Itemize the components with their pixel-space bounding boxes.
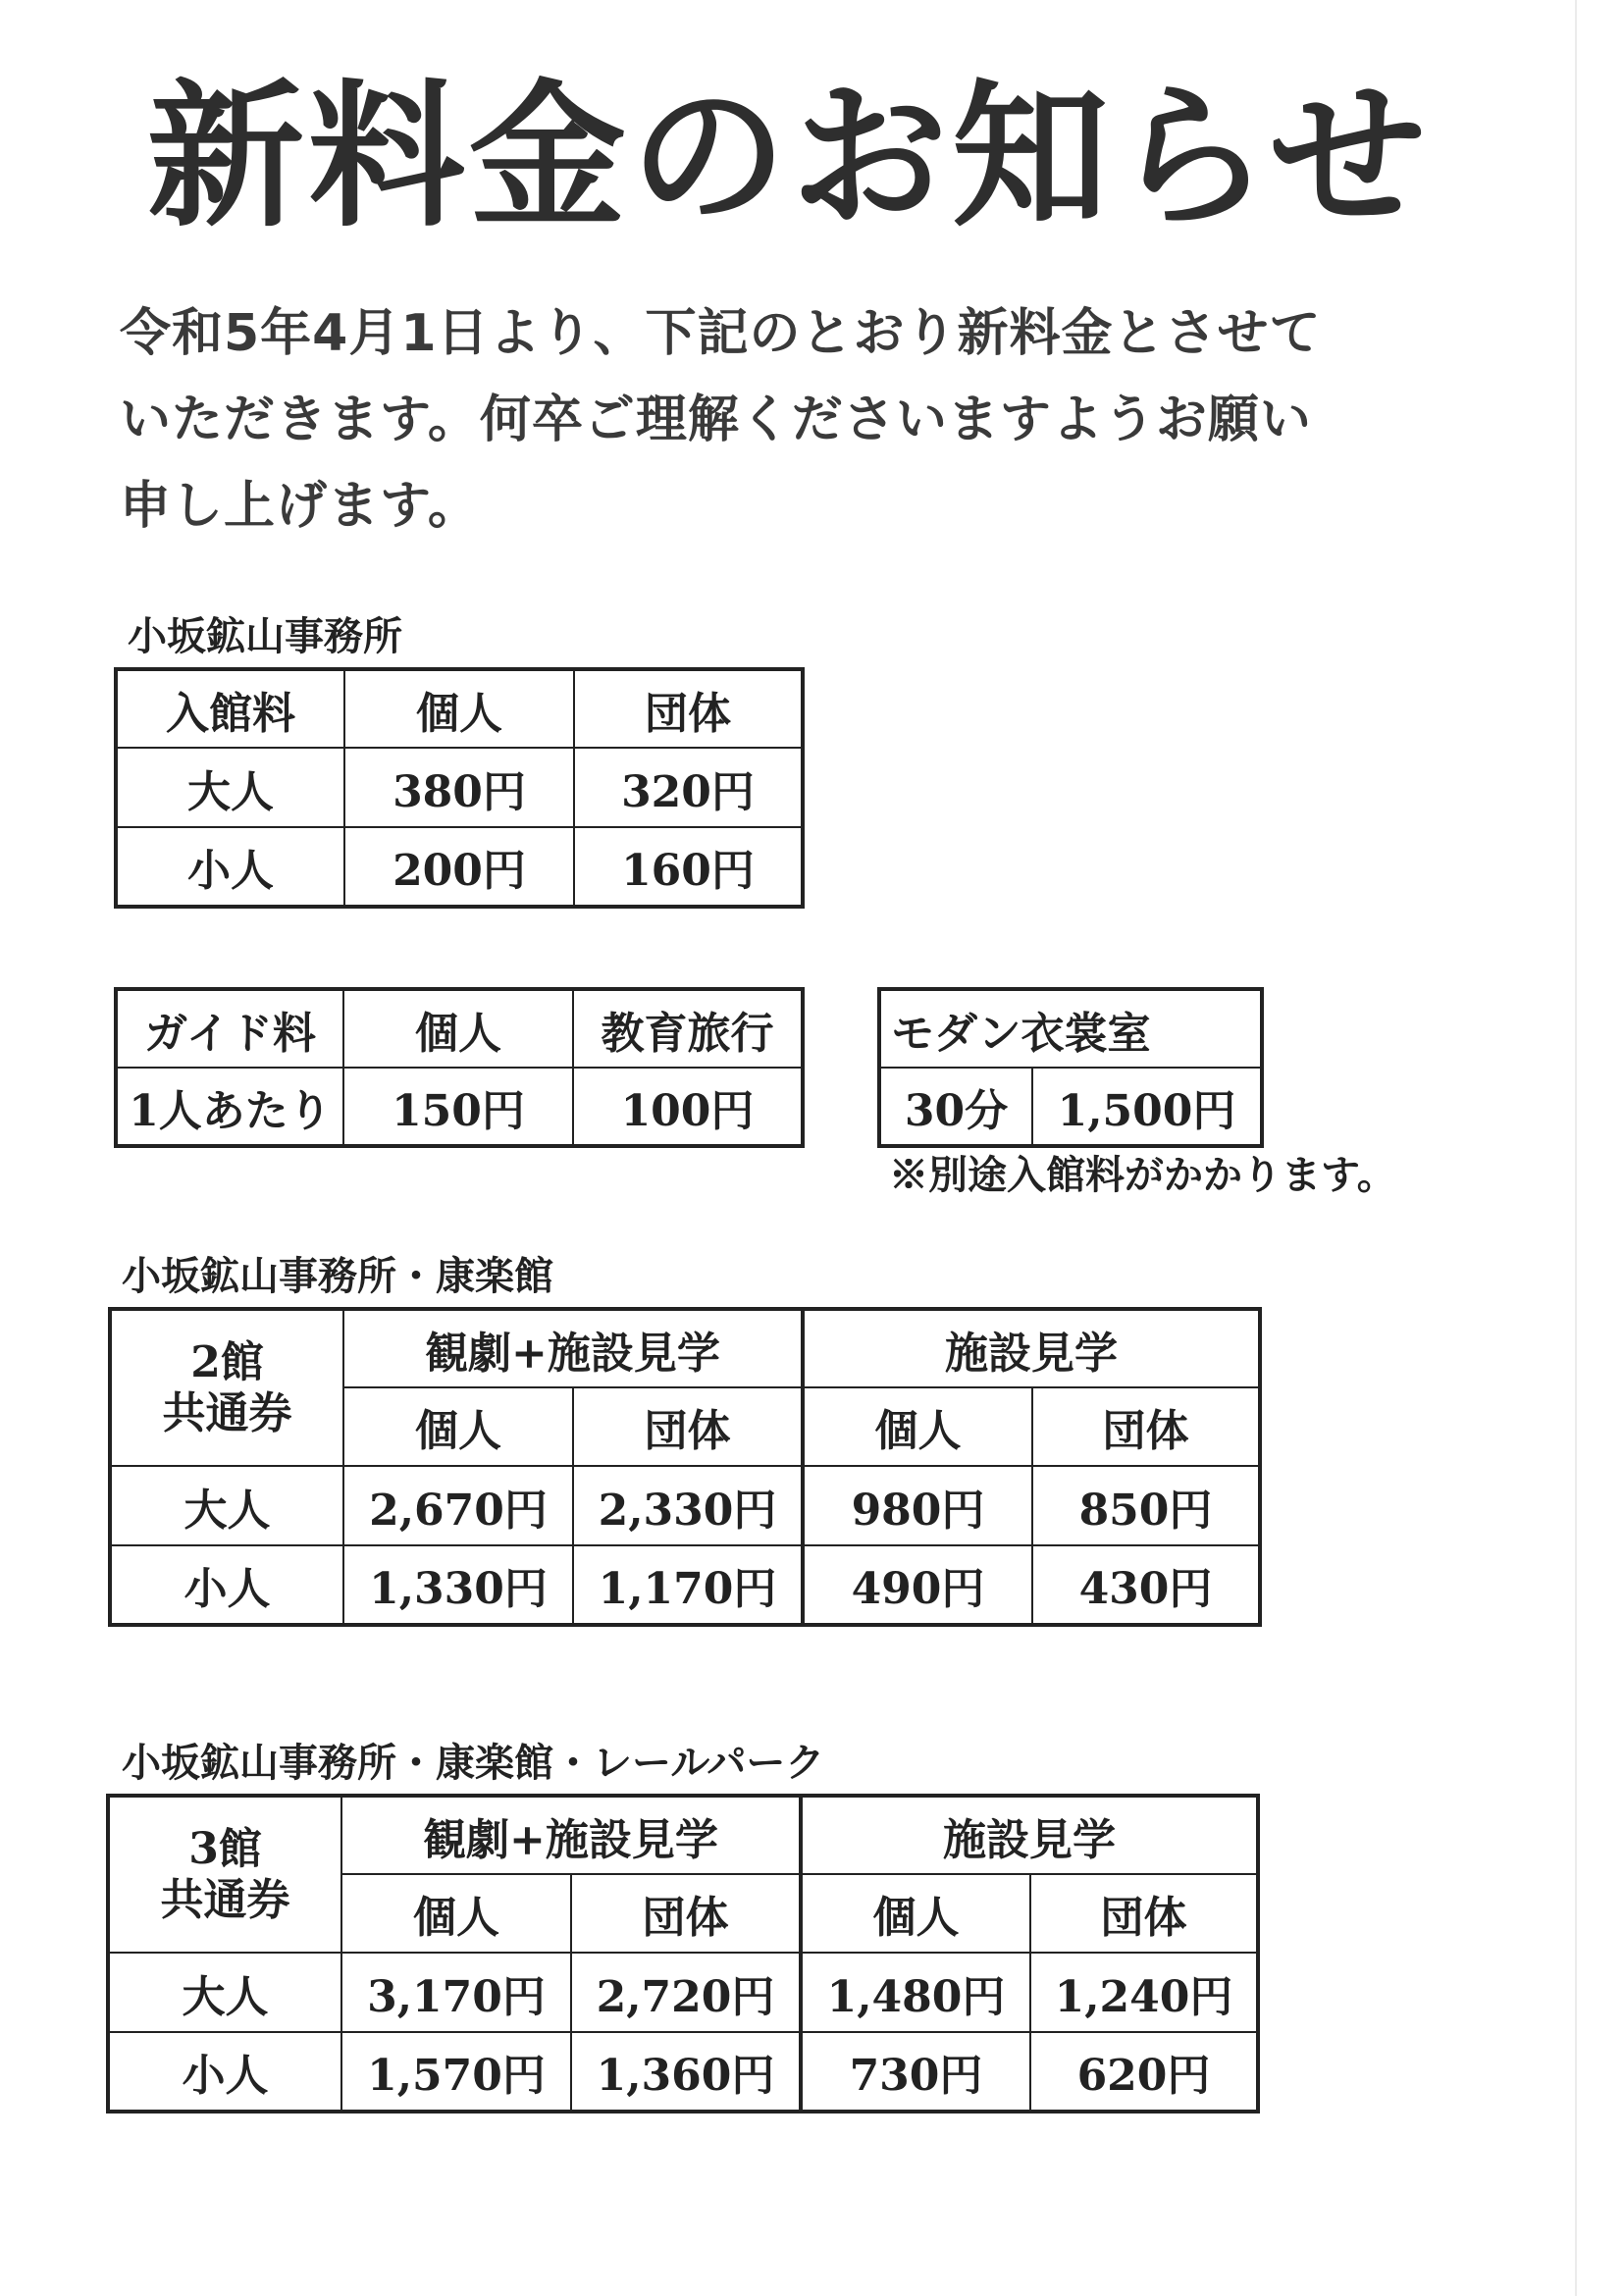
three-hall-heading: 小坂鉱山事務所・康楽館・レールパーク bbox=[122, 1740, 825, 1786]
corner-line-1: 3館 bbox=[188, 1823, 262, 1874]
three-hall-table bbox=[106, 1794, 1260, 2113]
group-header-tour: 施設見学 bbox=[803, 1309, 1260, 1387]
table-row bbox=[108, 2032, 1258, 2112]
row-label: 30分 bbox=[879, 1068, 1032, 1146]
corner-line-2: 共通券 bbox=[162, 1387, 292, 1438]
header-cell: ガイド料 bbox=[116, 989, 343, 1068]
corner-cell bbox=[108, 1796, 341, 1953]
corner-line-2: 共通券 bbox=[160, 1874, 290, 1925]
price-cell: 1,240円 bbox=[1030, 1953, 1258, 2032]
price-cell: 100円 bbox=[573, 1068, 803, 1146]
row-label: 小人 bbox=[108, 2032, 341, 2112]
intro-line-3: 申し上げます。 bbox=[120, 477, 480, 536]
table-header-row bbox=[110, 1309, 1260, 1387]
row-label: 小人 bbox=[116, 827, 344, 907]
header-cell: 入館料 bbox=[116, 669, 344, 748]
price-cell: 150円 bbox=[343, 1068, 573, 1146]
price-cell: 160円 bbox=[574, 827, 803, 907]
price-cell: 380円 bbox=[344, 748, 574, 827]
subheader-cell: 個人 bbox=[801, 1874, 1030, 1953]
table-row bbox=[116, 827, 803, 907]
row-label: 小人 bbox=[110, 1545, 343, 1625]
price-cell: 1,330円 bbox=[343, 1545, 573, 1625]
price-cell: 320円 bbox=[574, 748, 803, 827]
subheader-cell: 個人 bbox=[341, 1874, 571, 1953]
subheader-cell: 団体 bbox=[1032, 1387, 1260, 1466]
subheader-cell: 団体 bbox=[1030, 1874, 1258, 1953]
table-header-row bbox=[116, 669, 803, 748]
header-cell: 教育旅行 bbox=[573, 989, 803, 1068]
price-cell: 1,360円 bbox=[571, 2032, 801, 2112]
price-cell: 850円 bbox=[1032, 1466, 1260, 1545]
scan-edge-line bbox=[1575, 0, 1577, 2296]
price-cell: 1,480円 bbox=[801, 1953, 1030, 2032]
table-row bbox=[110, 1466, 1260, 1545]
table-header-row bbox=[116, 989, 803, 1068]
table-row bbox=[108, 1953, 1258, 2032]
page-title: 新料金のお知らせ bbox=[147, 65, 1431, 248]
price-cell: 2,330円 bbox=[573, 1466, 803, 1545]
price-cell: 2,720円 bbox=[571, 1953, 801, 2032]
price-cell: 1,170円 bbox=[573, 1545, 803, 1625]
guide-fee-table bbox=[114, 987, 805, 1148]
corner-line-1: 2館 bbox=[190, 1336, 264, 1387]
group-header-tour: 施設見学 bbox=[801, 1796, 1258, 1874]
table-row bbox=[110, 1545, 1260, 1625]
intro-paragraph bbox=[120, 290, 1425, 549]
price-cell: 980円 bbox=[803, 1466, 1032, 1545]
subheader-cell: 団体 bbox=[571, 1874, 801, 1953]
table-header-row bbox=[108, 1796, 1258, 1874]
price-cell: 430円 bbox=[1032, 1545, 1260, 1625]
price-cell: 3,170円 bbox=[341, 1953, 571, 2032]
admission-heading: 小坂鉱山事務所 bbox=[128, 613, 402, 659]
subheader-cell: 団体 bbox=[573, 1387, 803, 1466]
dressing-note: ※別途入館料がかかります。 bbox=[889, 1152, 1396, 1198]
price-cell: 1,570円 bbox=[341, 2032, 571, 2112]
row-label: 大人 bbox=[108, 1953, 341, 2032]
row-label: 1人あたり bbox=[116, 1068, 343, 1146]
dressing-room-table bbox=[877, 987, 1264, 1148]
admission-table bbox=[114, 667, 805, 909]
price-cell: 1,500円 bbox=[1032, 1068, 1262, 1146]
intro-line-1: 令和5年4月1日より、下記のとおり新料金とさせて bbox=[120, 304, 1322, 363]
group-header-theatre-tour: 観劇+施設見学 bbox=[343, 1309, 803, 1387]
subheader-cell: 個人 bbox=[343, 1387, 573, 1466]
table-row bbox=[116, 1068, 803, 1146]
two-hall-table bbox=[108, 1307, 1262, 1627]
header-cell: 個人 bbox=[343, 989, 573, 1068]
price-cell: 2,670円 bbox=[343, 1466, 573, 1545]
subheader-cell: 個人 bbox=[803, 1387, 1032, 1466]
row-label: 大人 bbox=[116, 748, 344, 827]
price-cell: 730円 bbox=[801, 2032, 1030, 2112]
corner-cell bbox=[110, 1309, 343, 1466]
header-cell: 個人 bbox=[344, 669, 574, 748]
two-hall-heading: 小坂鉱山事務所・康楽館 bbox=[122, 1253, 553, 1299]
group-header-theatre-tour: 観劇+施設見学 bbox=[341, 1796, 801, 1874]
header-cell: 団体 bbox=[574, 669, 803, 748]
price-cell: 200円 bbox=[344, 827, 574, 907]
header-cell: モダン衣裳室 bbox=[879, 989, 1262, 1068]
row-label: 大人 bbox=[110, 1466, 343, 1545]
price-cell: 620円 bbox=[1030, 2032, 1258, 2112]
intro-line-2: いただきます。何卒ご理解くださいますようお願い bbox=[120, 391, 1312, 449]
table-header-row bbox=[879, 989, 1262, 1068]
table-row bbox=[116, 748, 803, 827]
price-cell: 490円 bbox=[803, 1545, 1032, 1625]
table-row bbox=[879, 1068, 1262, 1146]
